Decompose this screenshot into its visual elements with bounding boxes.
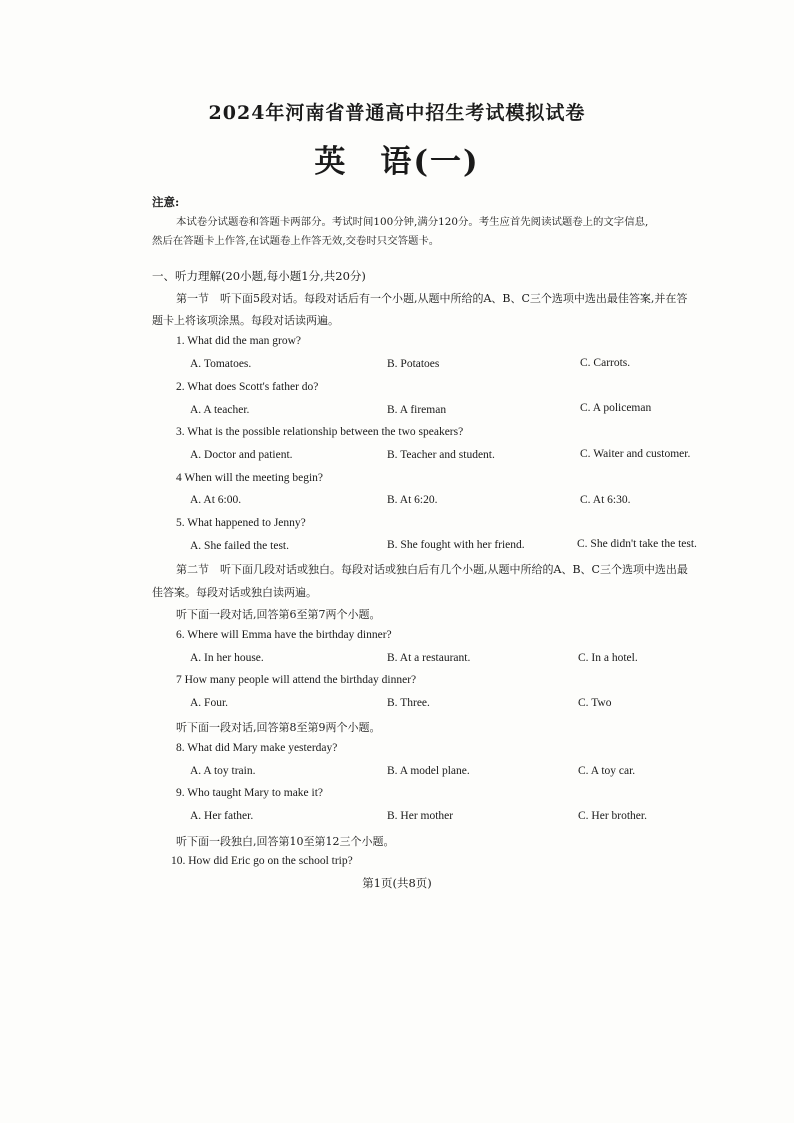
q8-option-a: A. A toy train. [190,765,256,777]
q7-option-a: A. Four. [190,697,229,709]
cue-questions-8-9: 听下面一段对话,回答第8至第9两个小题。 [176,721,381,734]
section2-intro-2: 佳答案。每段对话或独白读两遍。 [152,586,317,599]
question-7: 7 How many people will attend the birthday dinner? [176,674,417,686]
question-2: 2. What does Scott's father do? [176,381,319,393]
section2-intro-1: 第二节 听下面几段对话或独白。每段对话或独白后有几个小题,从题中所给的A、B、C三个选项中选出最 [176,563,688,576]
q4-option-b: B. At 6:20. [387,494,438,506]
q9-option-a: A. Her father. [190,810,254,822]
q8-option-c: C. A toy car. [578,765,636,777]
question-6: 6. Where will Emma have the birthday dinner? [176,629,392,641]
question-8: 8. What did Mary make yesterday? [176,742,338,754]
exam-title: 2024年河南省普通高中招生考试模拟试卷 [208,102,586,124]
question-3: 3. What is the possible relationship between the two speakers? [176,426,464,438]
q6-option-a: A. In her house. [190,652,264,664]
notice-label: 注意: [152,195,180,209]
q4-option-c: C. At 6:30. [580,494,631,506]
q9-option-b: B. Her mother [387,810,454,822]
section1-intro-1: 第一节 听下面5段对话。每段对话后有一个小题,从题中所给的A、B、C三个选项中选出最佳答案,并在答 [176,292,688,305]
q3-option-b: B. Teacher and student. [387,449,495,461]
q6-option-c: C. In a hotel. [578,652,638,664]
cue-questions-6-7: 听下面一段对话,回答第6至第7两个小题。 [176,608,381,621]
q1-option-b: B. Potatoes [387,358,440,370]
q2-option-c: C. A policeman [580,402,652,414]
q3-option-c: C. Waiter and customer. [580,448,691,460]
question-5: 5. What happened to Jenny? [176,517,306,529]
question-9: 9. Who taught Mary to make it? [176,787,324,799]
notice-line-2: 然后在答题卡上作答,在试题卷上作答无效,交卷时只交答题卡。 [152,235,440,247]
q7-option-b: B. Three. [387,697,430,709]
notice-line-1: 本试卷分试题卷和答题卡两部分。考试时间100分钟,满分120分。考生应首先阅读试题卷上的文字信息, [176,216,649,228]
q5-option-b: B. She fought with her friend. [387,539,525,551]
question-4: 4 When will the meeting begin? [176,472,324,484]
q3-option-a: A. Doctor and patient. [190,449,293,461]
q5-option-a: A. She failed the test. [190,540,290,552]
q5-option-c: C. She didn't take the test. [577,538,697,550]
question-1: 1. What did the man grow? [176,335,301,347]
page-number-footer: 第1页(共8页) [362,876,432,890]
q1-option-a: A. Tomatoes. [190,358,252,370]
q1-option-c: C. Carrots. [580,357,631,369]
cue-questions-10-12: 听下面一段独白,回答第10至第12三个小题。 [176,835,395,848]
q2-option-a: A. A teacher. [190,404,250,416]
part1-heading: 一、听力理解(20小题,每小题1分,共20分) [152,269,366,283]
subject-title: 英 语(一) [314,144,480,180]
question-10: 10. How did Eric go on the school trip? [171,855,353,867]
q4-option-a: A. At 6:00. [190,494,242,506]
q2-option-b: B. A fireman [387,404,447,416]
section1-intro-2: 题卡上将该项涂黑。每段对话读两遍。 [152,314,339,327]
q7-option-c: C. Two [578,697,612,709]
q6-option-b: B. At a restaurant. [387,652,471,664]
q8-option-b: B. A model plane. [387,765,470,777]
q9-option-c: C. Her brother. [578,810,647,822]
